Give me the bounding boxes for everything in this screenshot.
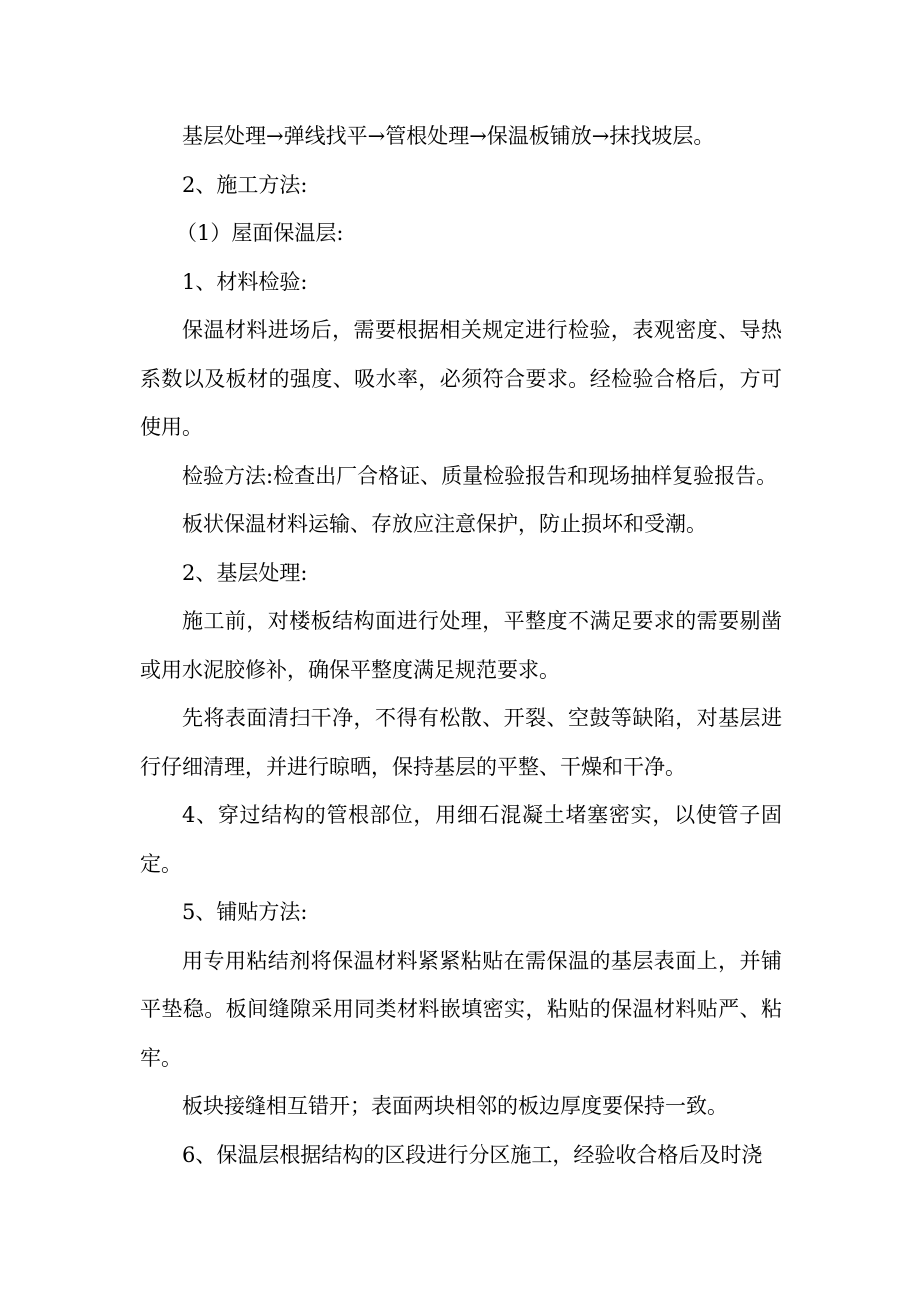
paragraph-zoned-construction: 6、保温层根据结构的区段进行分区施工，经验收合格后及时浇 <box>182 1142 763 1167</box>
paragraph-pre-construction: 施工前，对楼板结构面进行处理，平整度不满足要求的需要剔凿或用水泥胶修补，确保平整度满足规范要求。 <box>140 609 782 682</box>
paragraph-adhesive-laying: 用专用粘结剂将保温材料紧紧粘贴在需保温的基层表面上，并铺平垫稳。板间缝隙采用同类材料嵌填密实，粘贴的保温材料贴严、粘牢。 <box>140 948 782 1070</box>
paragraph-surface-cleaning: 先将表面清扫干净，不得有松散、开裂、空鼓等缺陷，对基层进行仔细清理，并进行晾晒，保持基层的平整、干燥和干净。 <box>140 706 782 779</box>
paragraph-transport-storage: 板状保温材料运输、存放应注意保护，防止损坏和受潮。 <box>182 512 707 536</box>
item-heading-laying-method: 5、铺贴方法: <box>182 900 308 924</box>
item-heading-material-inspection: 1、材料检验: <box>182 269 308 294</box>
paragraph-joint-staggering: 板块接缝相互错开；表面两块相邻的板边厚度要保持一致。 <box>182 1094 728 1118</box>
section-heading-construction-method: 2、施工方法: <box>182 172 308 197</box>
paragraph-material-inspection: 保温材料进场后，需要根据相关规定进行检验，表观密度、导热系数以及板材的强度、吸水率，必须符合要求。经检验合格后，方可使用。 <box>140 318 782 439</box>
paragraph-inspection-method: 检验方法:检查出厂合格证、质量检验报告和现场抽样复验报告。 <box>182 463 778 488</box>
document-body <box>140 112 782 1179</box>
subsection-heading-roof-insulation: （1）屋面保温层: <box>176 221 344 245</box>
process-flow-paragraph: 基层处理→弹线找平→管根处理→保温板铺放→抹找坡层。 <box>182 124 715 148</box>
paragraph-pipe-root: 4、穿过结构的管根部位，用细石混凝土堵塞密实，以使管子固定。 <box>140 803 782 876</box>
item-heading-base-treatment: 2、基层处理: <box>182 560 308 585</box>
